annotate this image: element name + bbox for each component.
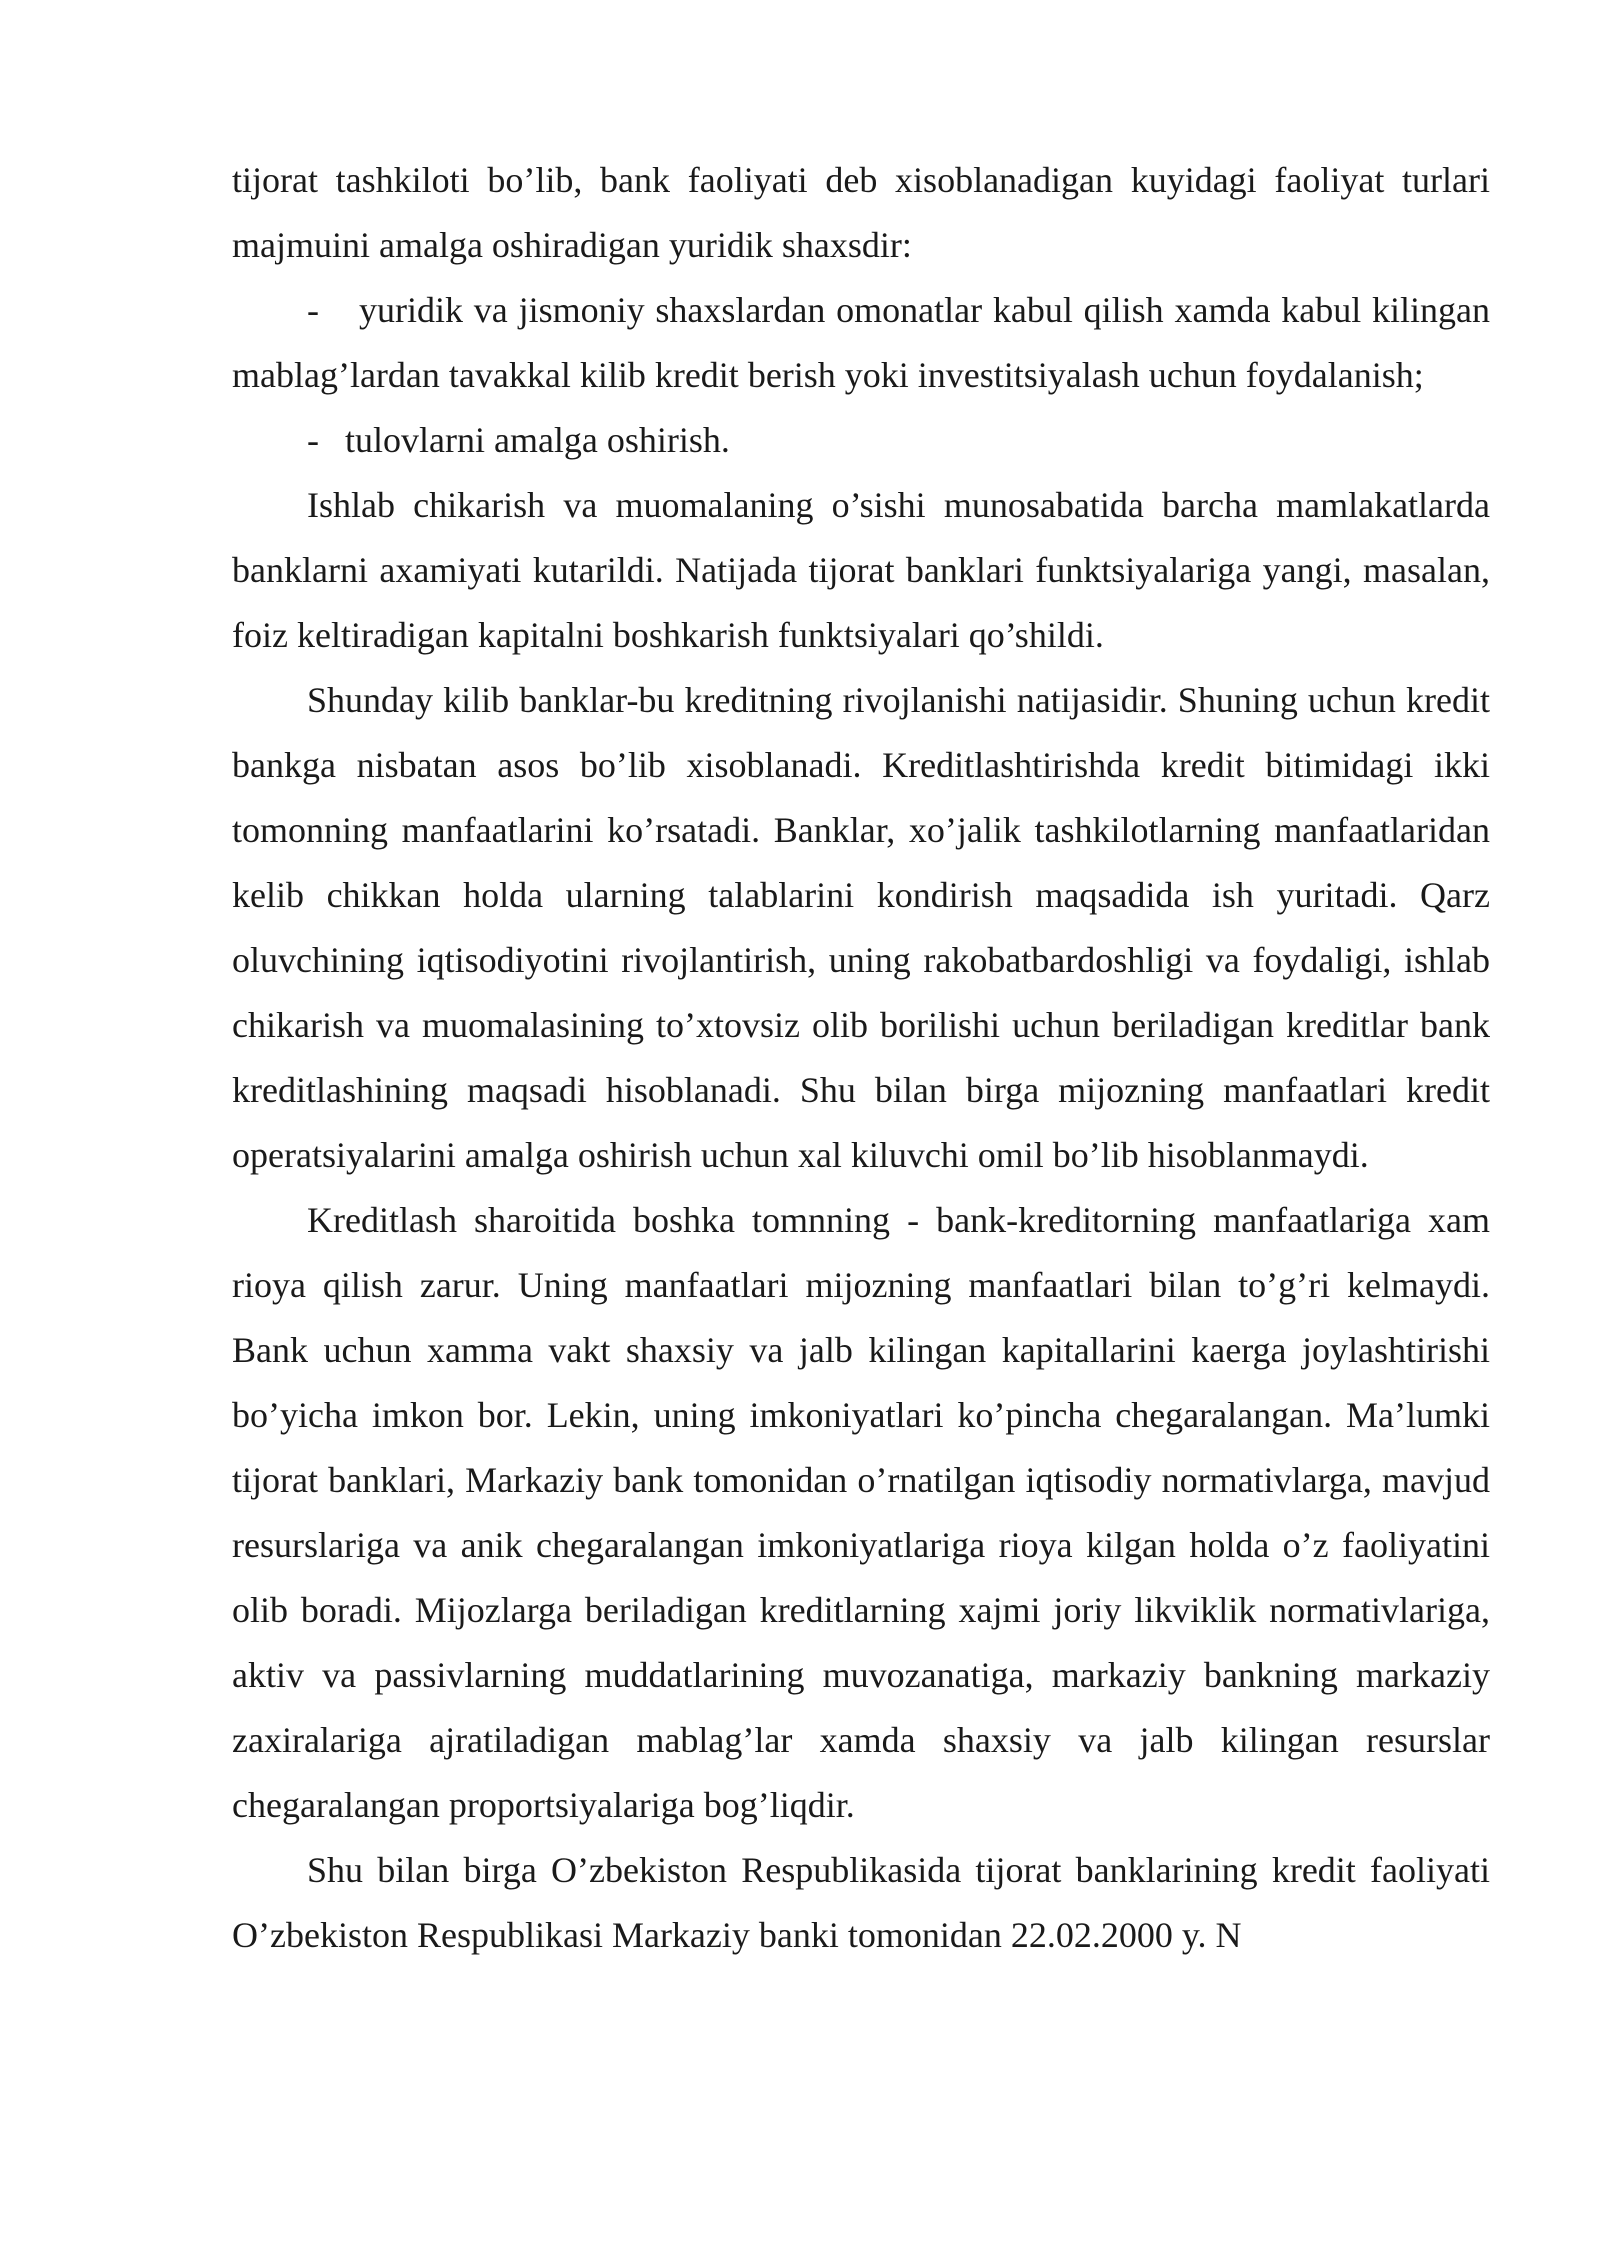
paragraph: Shu bilan birga O’zbekiston Respublikasida tijorat banklarining kredit faoliyati O’zbekiston Respublikasi Markaziy banki tomonidan 22.02.2000 y. N <box>232 1850 1490 1955</box>
paragraph-continuation: tijorat tashkiloti bo’lib, bank faoliyati deb xisoblanadigan kuyidagi faoliyat turlari majmuini amalga oshiradigan yuridik shaxsdir: <box>232 160 1490 265</box>
document-body <box>232 148 1490 1968</box>
bullet-text: tulovlarni amalga oshirish. <box>345 420 730 460</box>
bullet-text: yuridik va jismoniy shaxslardan omonatlar kabul qilish xamda kabul kilingan mablag’lardan tavakkal kilib kredit berish yoki investitsiyalash uchun foydalanish; <box>232 290 1490 395</box>
bullet-item <box>232 278 1490 408</box>
paragraph: Shunday kilib banklar-bu kreditning rivojlanishi natijasidir. Shuning uchun kredit bankga nisbatan asos bo’lib xisoblanadi. Kreditlashtirishda kredit bitimidagi ikki tomonning manfaatlarini ko’rsatadi. Banklar, xo’jalik tashkilotlarning manfaatlaridan kelib chikkan holda ularning talablarini kondirish maqsadida ish yuritadi. Qarz oluvchining iqtisodiyotini rivojlantirish, uning rakobatbardoshligi va foydaligi, ishlab chikarish va muomalasining to’xtovsiz olib borilishi uchun beriladigan kreditlar bank kreditlashining maqsadi hisoblanadi. Shu bilan birga mijozning manfaatlari kredit operatsiyalarini amalga oshirish uchun xal kiluvchi omil bo’lib hisoblanmaydi. <box>232 680 1490 1175</box>
paragraph: Ishlab chikarish va muomalaning o’sishi munosabatida barcha mamlakatlarda banklarni axamiyati kutarildi. Natijada tijorat banklari funktsiyalariga yangi, masalan, foiz keltiradigan kapitalni boshkarish funktsiyalari qo’shildi. <box>232 485 1490 655</box>
bullet-item <box>232 408 1490 473</box>
paragraph: Kreditlash sharoitida boshka tomnning - bank-kreditorning manfaatlariga xam rioya qilish zarur. Uning manfaatlari mijozning manfaatlari bilan to’g’ri kelmaydi. Bank uchun xamma vakt shaxsiy va jalb kilingan kapitallarini kaerga joylashtirishi bo’yicha imkon bor. Lekin, uning imkoniyatlari ko’pincha chegaralangan. Ma’lumki tijorat banklari, Markaziy bank tomonidan o’rnatilgan iqtisodiy normativlarga, mavjud resurslariga va anik chegaralangan imkoniyatlariga rioya kilgan holda o’z faoliyatini olib boradi. Mijozlarga beriladigan kreditlarning xajmi joriy likviklik normativlariga, aktiv va passivlarning muddatlarining muvozanatiga, markaziy bankning markaziy zaxiralariga ajratiladigan mablag’lar xamda shaxsiy va jalb kilingan resurslar chegaralangan proportsiyalariga bog’liqdir. <box>232 1200 1490 1825</box>
bullet-marker: - <box>307 290 319 330</box>
bullet-marker: - <box>307 420 319 460</box>
